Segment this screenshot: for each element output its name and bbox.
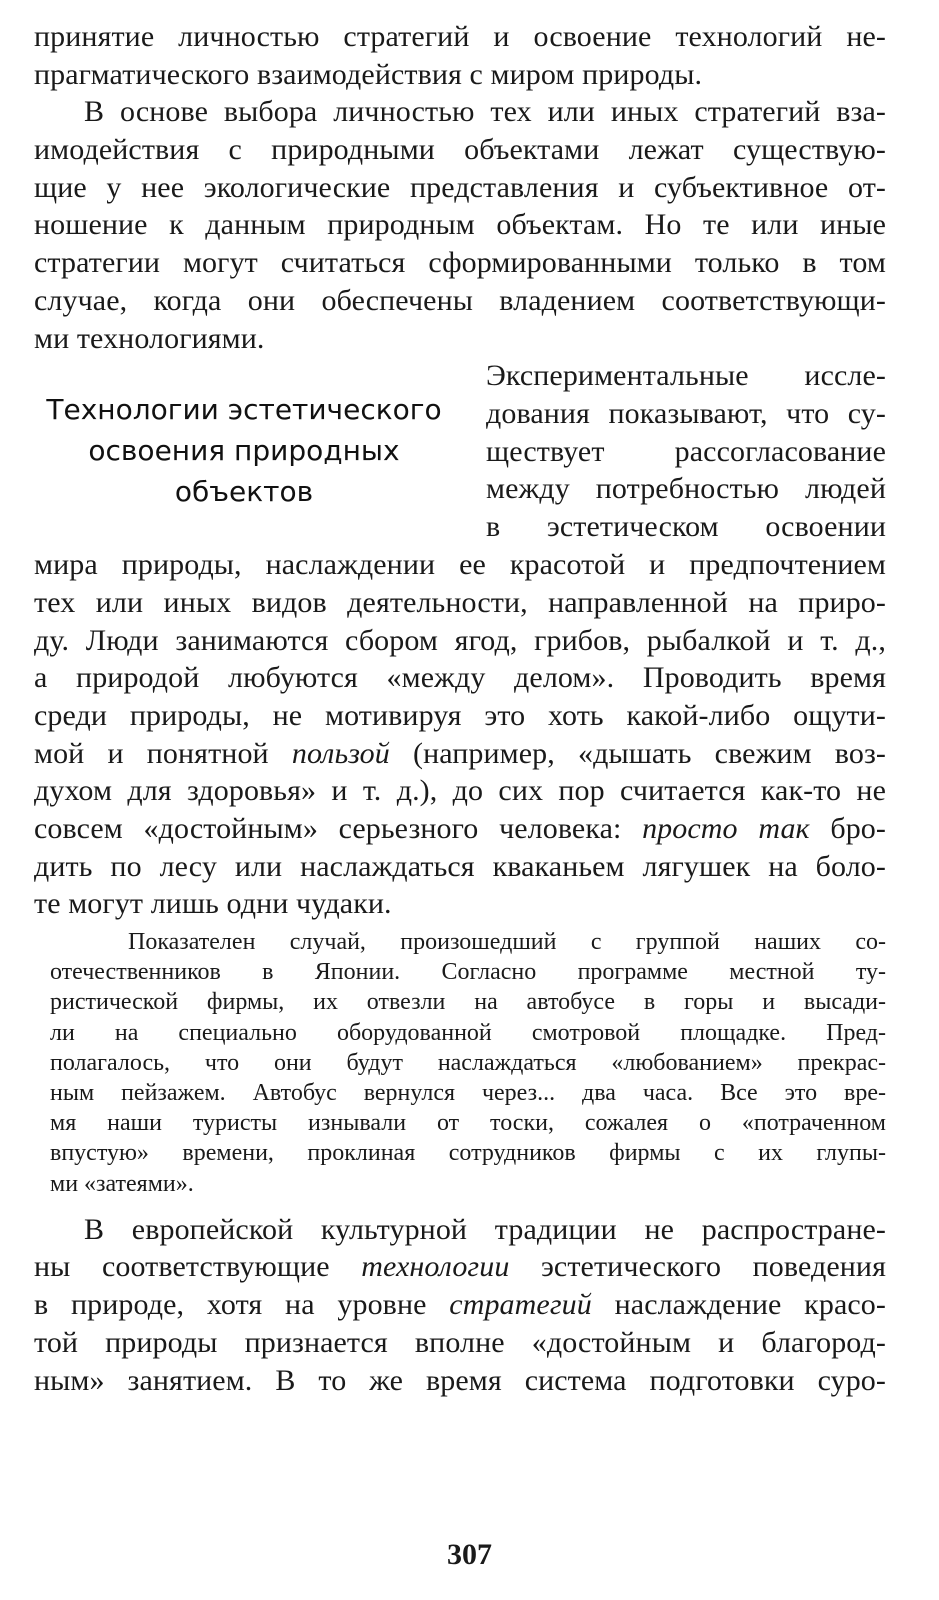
text-line: ду. Люди занимаются сбором ягод, грибов, рыбалкой и т. д.,: [34, 623, 886, 657]
text-line: случае, когда они обеспечены владением соответствующи-: [34, 283, 886, 317]
emphasis-text: пользой: [291, 736, 390, 770]
page-number: 307: [447, 1538, 492, 1571]
side-column-text: [486, 357, 886, 545]
page-body: [34, 18, 886, 1399]
text-line: между потребностью людей: [486, 472, 886, 506]
text-line: тех или иных видов деятельности, направленной на приро-: [34, 585, 886, 619]
text-line: ществует рассогласование: [486, 434, 886, 468]
text-line: а природой любуются «между делом». Проводить время: [34, 661, 886, 695]
text-line: ристической фирмы, их отвезли на автобусе в горы и высади-: [50, 989, 886, 1016]
section-split: [34, 357, 886, 546]
text-segment: в природе, хотя на уровне: [34, 1288, 450, 1322]
paragraph-2: [34, 93, 886, 357]
text-line: имодействия с природными объектами лежат существую-: [34, 133, 886, 167]
text-segment: совсем «достойным» серьезного человека:: [34, 812, 643, 845]
text-line: мя наши туристы изнывали от тоски, сожалея о «потраченном: [50, 1110, 886, 1137]
text-line: ми «затеями».: [50, 1170, 194, 1197]
text-line: полагалось, что они будут наслаждаться «любованием» прекрас-: [50, 1049, 886, 1076]
emphasis-text: технологии: [361, 1250, 510, 1284]
text-line: среди природы, не мотивируя это хоть какой-либо ощути-: [34, 698, 886, 732]
emphasis-text: стратегий: [449, 1288, 592, 1322]
text-line: В основе выбора личностью тех или иных стратегий вза-: [84, 95, 886, 129]
section-heading-line: Технологии эстетического: [46, 393, 442, 427]
text-line: прагматического взаимодействия с миром природы.: [34, 57, 703, 91]
text-line: Показателен случай, произошедший с группой наших со-: [128, 929, 886, 956]
paragraph-3: [34, 546, 886, 923]
text-line: дования показывают, что су-: [486, 396, 886, 430]
section-heading-line: освоения природных: [88, 434, 400, 468]
text-segment: мой и понятной: [34, 736, 292, 770]
text-line: ли на специально оборудованной смотровой площадке. Пред-: [50, 1019, 886, 1046]
text-line: мира природы, наслаждении ее красотой и предпочтением: [34, 548, 886, 582]
text-line: щие у нее экологические представления и субъективное от-: [34, 170, 886, 204]
text-line: принятие личностью стратегий и освоение технологий не-: [34, 20, 886, 53]
text-line: стратегии могут считаться сформированными только в том: [34, 246, 886, 280]
example-block: [34, 927, 886, 1199]
text-line: в эстетическом освоении: [486, 509, 886, 543]
text-line: Экспериментальные иссле-: [486, 359, 886, 393]
text-line: ным» занятием. В то же время система подготовки суро-: [34, 1363, 886, 1397]
text-line: [34, 735, 886, 773]
section-heading: [34, 389, 454, 512]
text-line: ным пейзажем. Автобус вернулся через... два часа. Все это вре-: [50, 1080, 886, 1106]
text-segment: (например, «дышать свежим воз-: [389, 736, 886, 770]
text-line: те могут лишь одни чудаки.: [34, 887, 392, 921]
text-segment: бро-: [809, 812, 886, 845]
text-line: [34, 1248, 886, 1286]
text-line: ми технологиями.: [34, 321, 265, 355]
text-line: той природы признается вполне «достойным и благород-: [34, 1325, 886, 1359]
text-line: В европейской культурной традиции не распростране-: [84, 1212, 886, 1246]
section-heading-line: объектов: [174, 475, 314, 509]
text-line: дить по лесу или наслаждаться кваканьем лягушек на боло-: [34, 849, 886, 883]
text-line: духом для здоровья» и т. д.), до сих пор считается как-то не: [34, 774, 886, 808]
paragraph-1: [34, 18, 886, 93]
text-line: ношение к данным природным объектам. Но те или иные: [34, 208, 886, 242]
text-segment: ны соответствующие: [34, 1250, 362, 1284]
text-line: отечественников в Японии. Согласно программе местной ту-: [50, 959, 886, 986]
text-line: [34, 1286, 886, 1324]
text-line: [34, 810, 886, 848]
text-line: впустую» времени, проклиная сотрудников фирмы с их глупы-: [50, 1140, 886, 1167]
text-segment: наслаждение красо-: [591, 1288, 886, 1322]
text-segment: эстетического поведения: [509, 1250, 886, 1284]
paragraph-4: [34, 1211, 886, 1399]
emphasis-text: просто так: [642, 812, 810, 845]
